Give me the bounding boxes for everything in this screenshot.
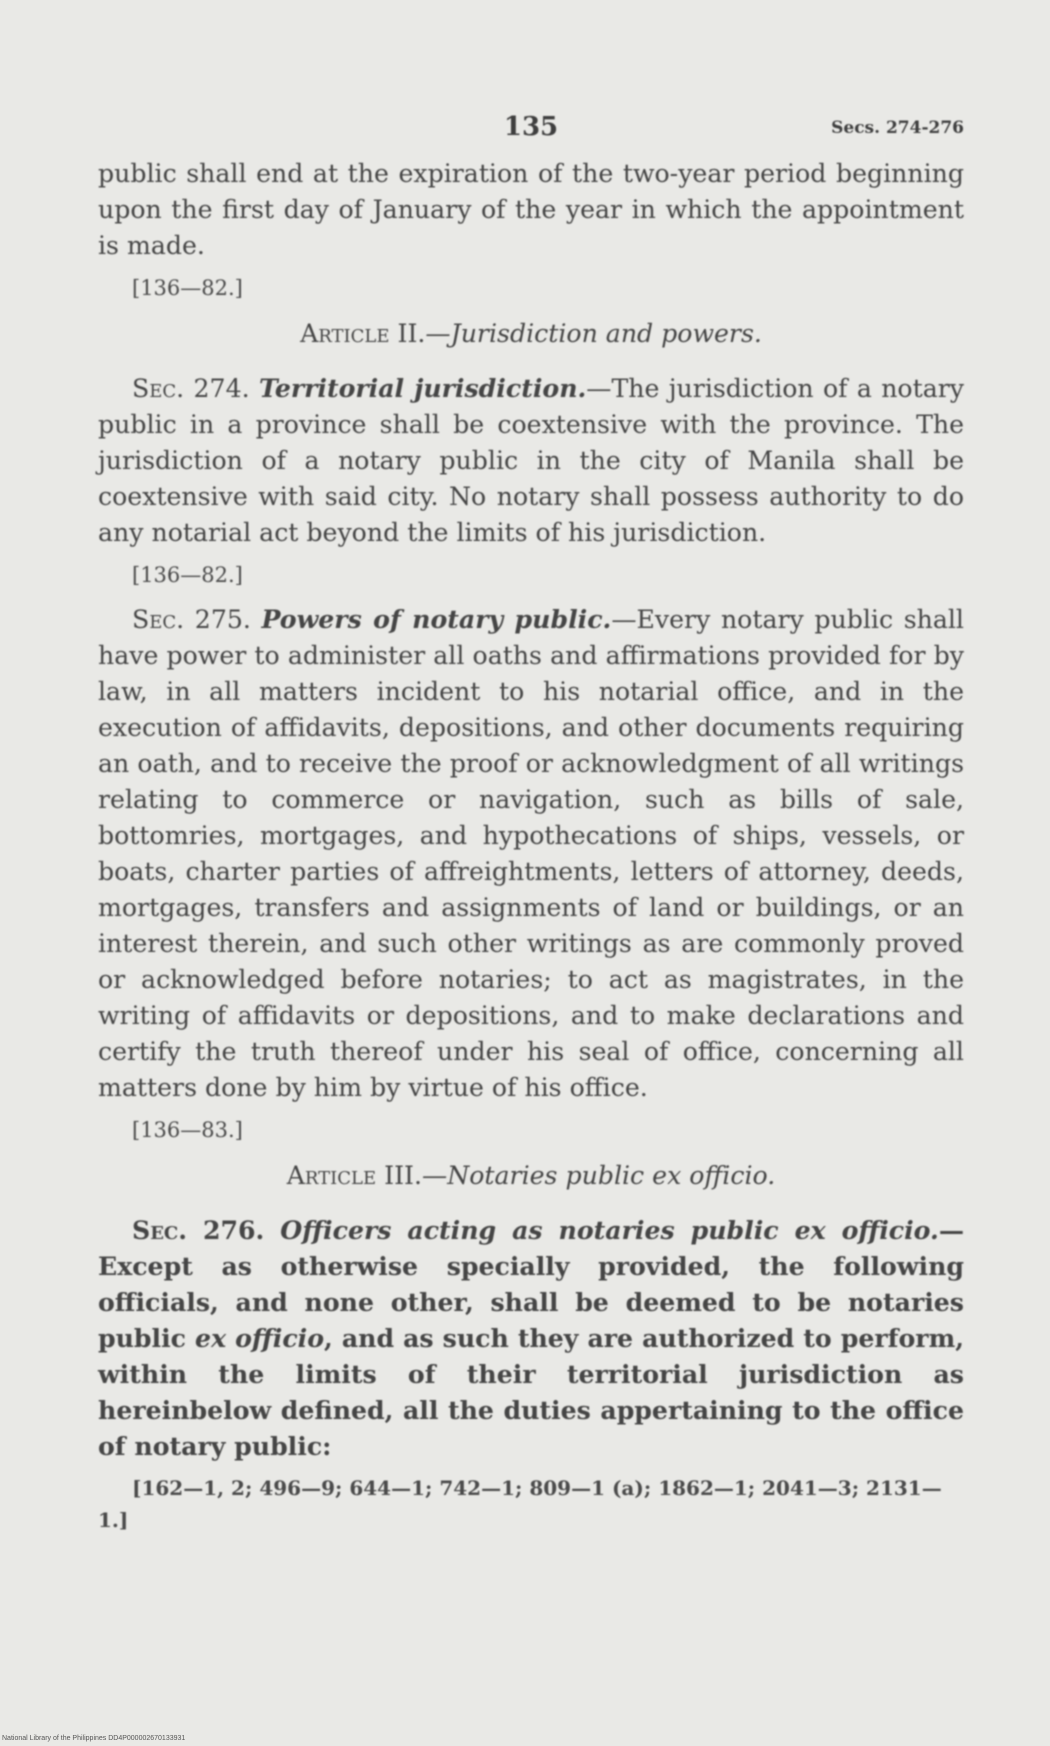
section-title: Officers acting as notaries public ex officio. (280, 1215, 939, 1245)
citation: [136—82.] (132, 276, 243, 300)
paragraph-continuation: public shall end at the expiration of the two-year period beginning upon the first day of January of the year in which the appointment is made. (98, 159, 964, 260)
article-title: —Notaries public ex officio. (422, 1161, 776, 1190)
section-number: Sec. 275. (132, 605, 251, 634)
section-275 (98, 601, 964, 1106)
section-276 (98, 1212, 964, 1464)
article-heading (98, 1158, 964, 1194)
document-page (98, 108, 964, 1536)
page-number: 135 (503, 112, 559, 142)
citation: [162—1, 2; 496—9; 644—1; 742—1; 809—1 (a); 1862—1; 2041—3; 2131—1.] (98, 1476, 942, 1532)
section-text: —The jurisdiction of a notary public in a province shall be coextensive with the province. The jurisdiction of a notary public in the city of Manila shall be coextensive with said city. No notary shall possess authority to do any notarial act beyond the limits of his jurisdiction. (98, 374, 964, 547)
scan-footer-note: National Library of the Philippines DD4P000002670133931 (2, 1735, 186, 1742)
page-header (98, 108, 964, 156)
article-heading (98, 316, 964, 352)
citation: [136—83.] (132, 1118, 243, 1142)
section-range: Secs. 274-276 (831, 118, 964, 138)
section-number: Sec. 274. (132, 374, 250, 403)
citation: [136—82.] (132, 563, 243, 587)
article-title: —Jurisdiction and powers. (425, 319, 762, 348)
section-title: Territorial jurisdiction. (258, 373, 587, 403)
article-label: Article II. (300, 319, 426, 348)
ex-officio-term: ex officio (195, 1323, 325, 1353)
article-label: Article III. (286, 1161, 423, 1190)
section-text: — Except as otherwise specially provided, the following officials, and none other, shall be deemed to be notaries public (98, 1215, 964, 1353)
section-text: —Every notary public shall have power to administer all oaths and affirmations provided for by law, in all matters incident to his notarial office, and in the execution of affidavits, depositions, and other documents requiring an oath, and to receive the proof or acknowledgment of all writings relating to commerce or navigation, such as bills of sale, bottomries, mortgages, and hypothecations of ships, vessels, or boats, charter parties of affreightments, letters of attorney, deeds, mortgages, transfers and assignments of land or buildings, or an interest therein, and such other writings as are commonly proved or acknowledged before notaries; to act as magistrates, in the writing of affidavits or depositions, and to make declarations and certify the truth thereof under his seal of office, concerning all matters done by him by virtue of his office. (98, 605, 964, 1102)
section-274 (98, 370, 964, 551)
section-text: , and as such they are authorized to perform, within the limits of their territorial jurisdiction as hereinbelow defined, all the duties appertaining to the office of notary public: (98, 1323, 964, 1461)
section-number: Sec. 276. (132, 1215, 265, 1245)
section-title: Powers of notary public. (261, 604, 612, 634)
